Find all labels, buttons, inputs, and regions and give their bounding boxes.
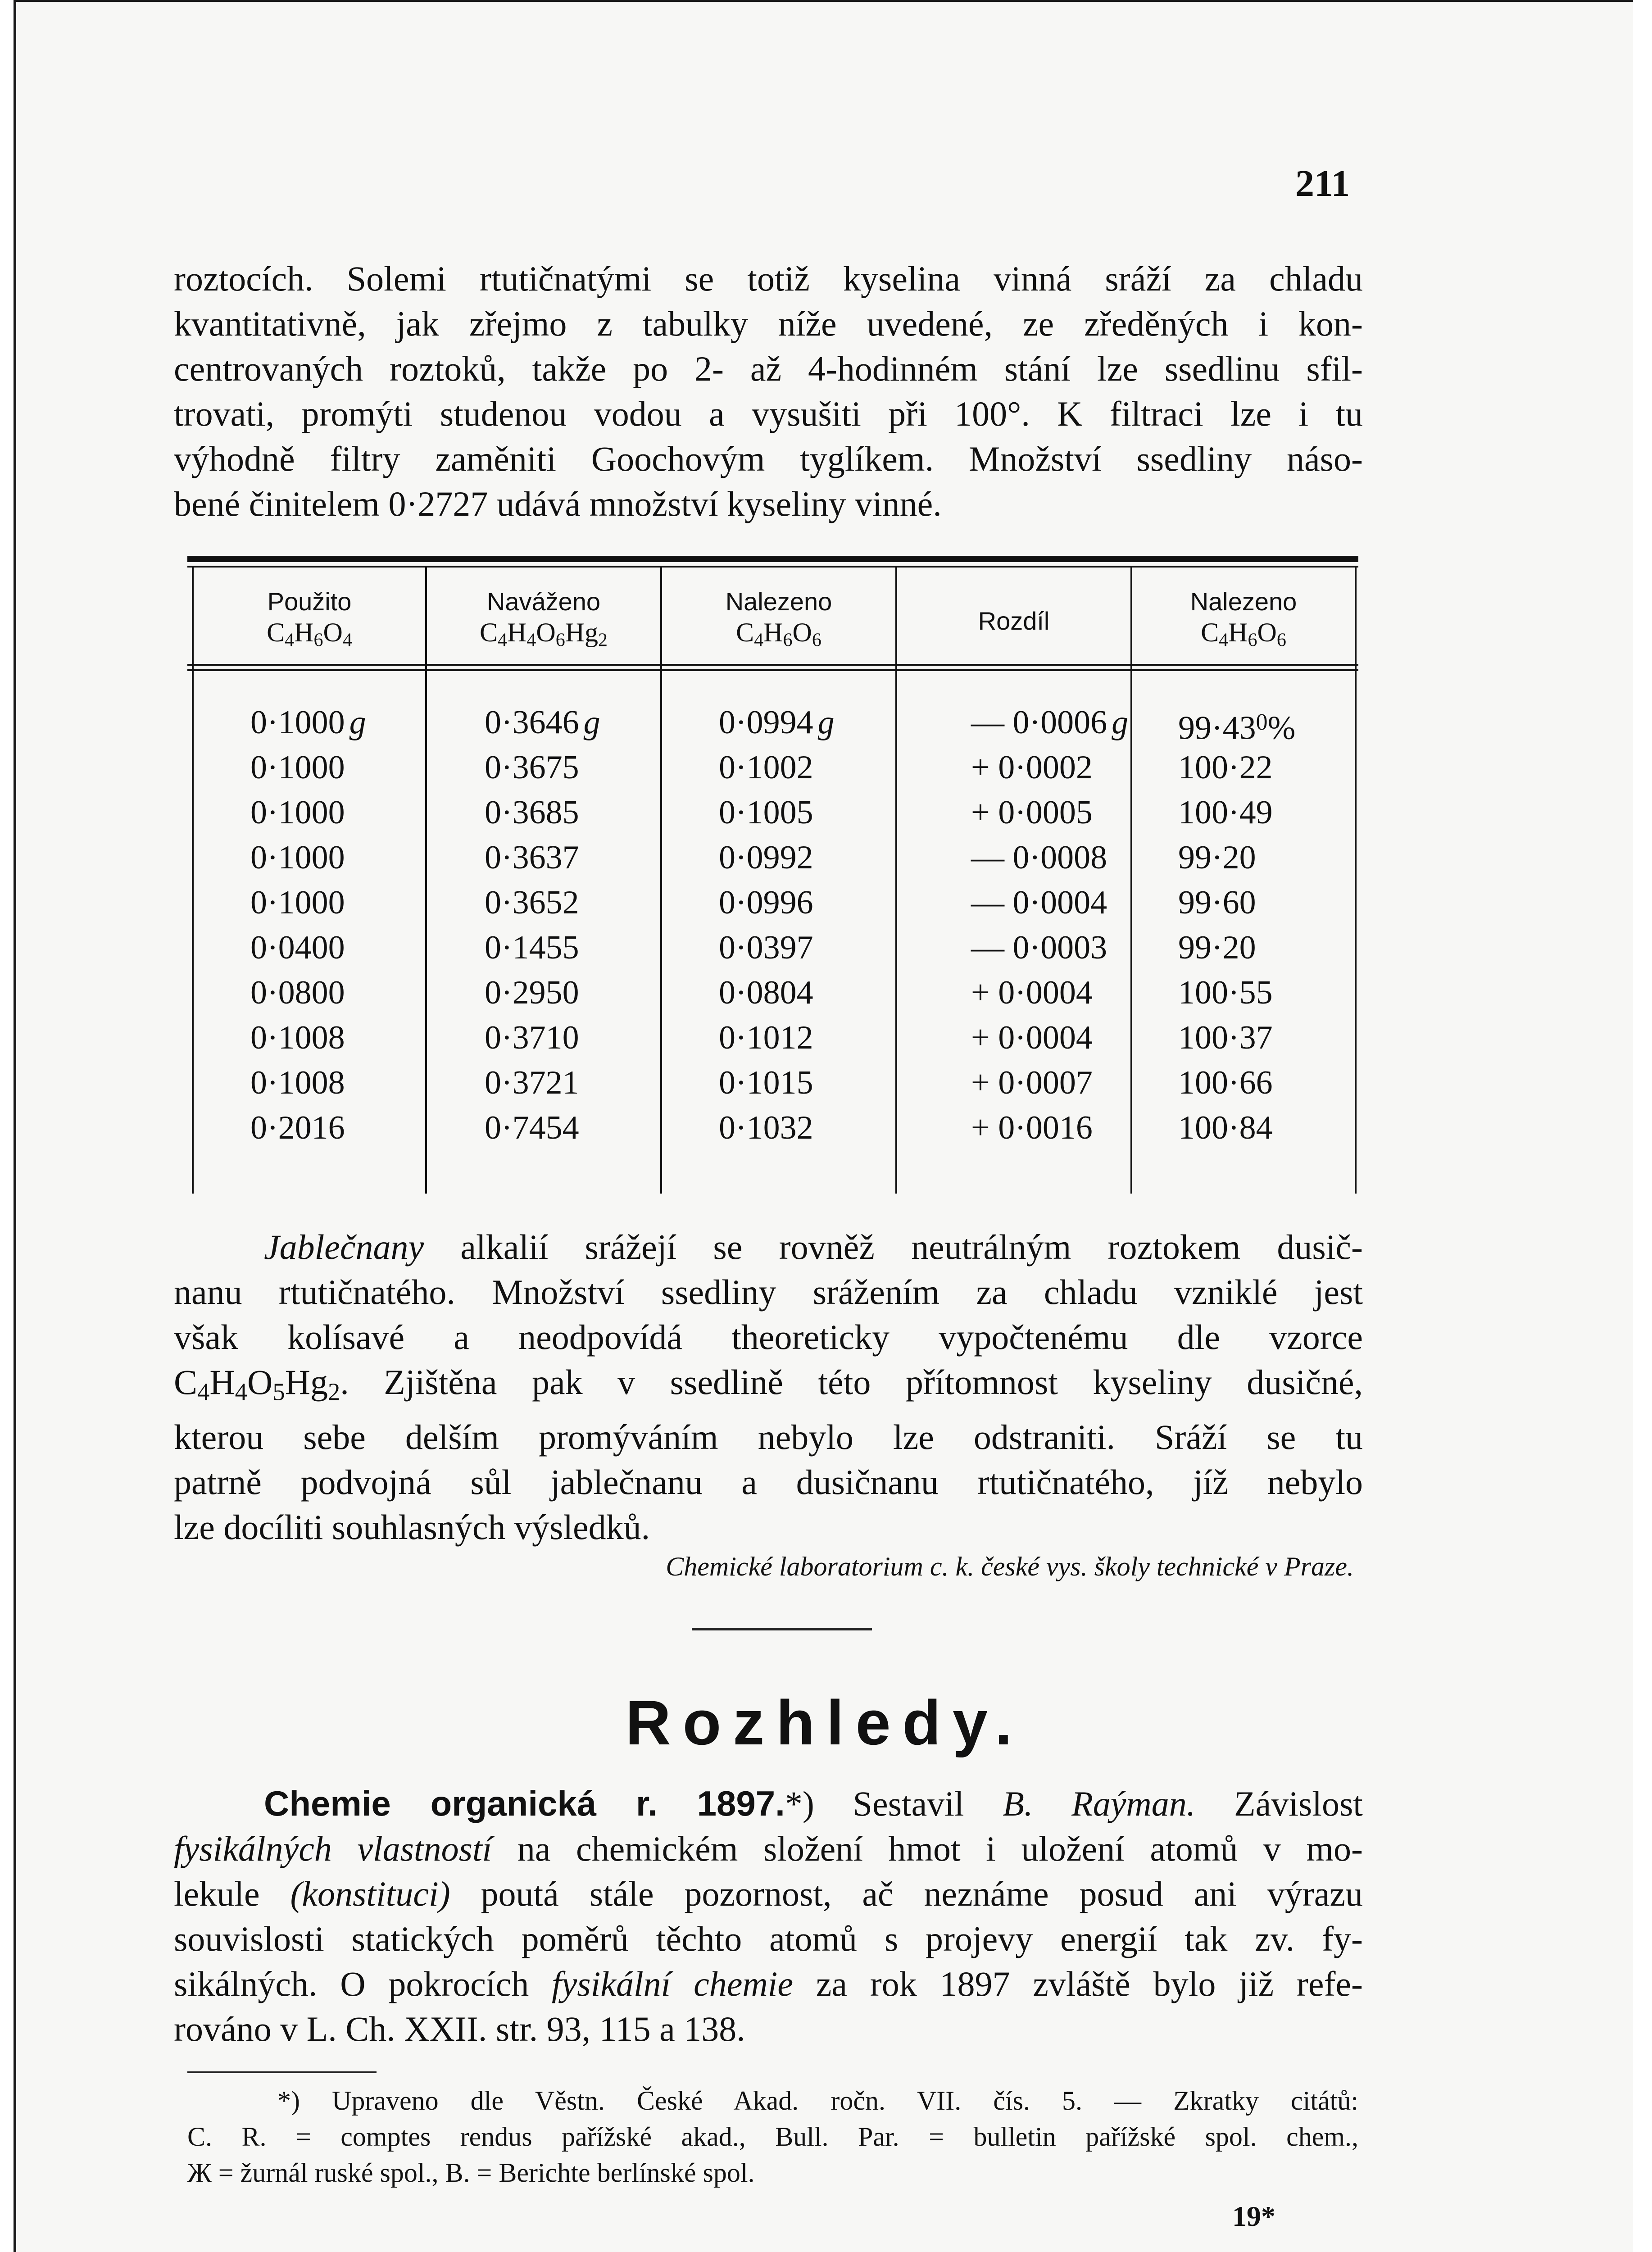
footnote — [187, 2083, 1358, 2191]
footnote-line: *) Upraveno dle Věstn. České Akad. ročn. VII. čís. 5. — Zkratky citátů: — [277, 2086, 1358, 2116]
text-line: centrovaných roztoků, takže po 2- až 4-hodinném stání lze ssedlinu sfil- — [174, 349, 1363, 388]
cell-nalezeno-pct: 100·55 — [1178, 974, 1273, 1011]
header-formula: $C_4H_4O_6Hg_2$ — [479, 617, 608, 651]
text-line: patrně podvojná sůl jablečnanu a dusičnanu rtutičnatého, jíž nebylo — [174, 1462, 1363, 1502]
table-header-rule-2 — [187, 669, 1358, 671]
cell-pouzito: 0·1000 — [250, 839, 345, 876]
cell-rozdil: + 0·0002 — [971, 749, 1093, 786]
cell-nalezeno: 0·0397 — [719, 929, 813, 966]
text-line: kvantitativně, jak zřejmo z tabulky níže uvedené, ze zředěných i kon- — [174, 304, 1363, 343]
header-label: Naváženo — [486, 587, 601, 616]
cell-nalezeno-pct: 100·22 — [1178, 749, 1273, 786]
page — [14, 0, 1633, 2252]
cell-nalezeno: 0·1032 — [719, 1109, 813, 1146]
cell-nalezeno: 0·0994 g — [719, 704, 835, 741]
header-label: Použito — [267, 587, 352, 616]
cell-nalezeno-pct: $99\cdot 43^0\%$ — [1178, 709, 1296, 747]
text-line: bené činitelem 0·2727 udává množství kyseliny vinné. — [174, 484, 942, 523]
cell-nalezeno: 0·0804 — [719, 974, 813, 1011]
footnote-rule — [187, 2071, 377, 2073]
cell-rozdil: — 0·0003 — [971, 929, 1107, 966]
text-line: lze docíliti souhlasných výsledků. — [174, 1507, 650, 1547]
cell-rozdil: + 0·0016 — [971, 1109, 1093, 1146]
intro-paragraph — [174, 256, 1363, 527]
header-formula: $C_4H_6O_6$ — [1201, 617, 1286, 651]
cell-rozdil: + 0·0004 — [971, 974, 1093, 1011]
laboratory-credit: Chemické laboratorium c. k. české vys. školy technické v Praze. — [666, 1552, 1354, 1581]
text-line: výhodně filtry zaměniti Goochovým tyglíkem. Množství ssedliny náso- — [174, 439, 1363, 478]
cell-nalezeno-pct: 100·37 — [1178, 1019, 1273, 1056]
text-line: lekule (konstituci) poutá stále pozornost, ač neznáme posud ani výrazu — [174, 1874, 1363, 1913]
cell-nalezeno: 0·1012 — [719, 1019, 813, 1056]
cell-navazeno: 0·2950 — [485, 974, 579, 1011]
cell-navazeno: 0·3652 — [485, 884, 579, 921]
text-line: $C_4H_4O_5Hg_2$. Zjištěna pak v ssedlině této přítomnost kyseliny dusičné, — [174, 1362, 1363, 1406]
text-line: roztocích. Solemi rtutičnatými se totiž kyselina vinná sráží za chladu — [174, 259, 1363, 298]
table-top-rule — [187, 556, 1358, 562]
header-nalezeno — [662, 583, 895, 659]
cell-nalezeno-pct: 100·84 — [1178, 1109, 1273, 1146]
cell-rozdil: — 0·0008 — [971, 839, 1107, 876]
table-header-rule — [187, 664, 1358, 666]
footnote-line: C. R. = comptes rendus pařížské akad., Bull. Par. = bulletin pařížské spol. chem., — [187, 2122, 1358, 2152]
cell-nalezeno: 0·1002 — [719, 749, 813, 786]
header-label: Nalezeno — [1190, 587, 1297, 616]
cell-rozdil: + 0·0007 — [971, 1064, 1093, 1101]
text-line: kterou sebe delším promýváním nebylo lze odstraniti. Sráží se tu — [174, 1417, 1363, 1457]
cell-nalezeno-pct: 99·20 — [1178, 839, 1256, 876]
cell-navazeno: 0·3721 — [485, 1064, 579, 1101]
cell-navazeno: 0·3685 — [485, 794, 579, 831]
cell-pouzito: 0·0400 — [250, 929, 345, 966]
cell-nalezeno-pct: 99·20 — [1178, 929, 1256, 966]
cell-nalezeno-pct: 99·60 — [1178, 884, 1256, 921]
text-line: souvislosti statických poměrů těchto atomů s projevy energií tak zv. fy- — [174, 1919, 1363, 1958]
header-formula: $C_4H_6O_6$ — [736, 617, 821, 651]
cell-navazeno: 0·1455 — [485, 929, 579, 966]
cell-navazeno: 0·3675 — [485, 749, 579, 786]
cell-pouzito: 0·1000 — [250, 749, 345, 786]
table-top-rule-thin — [187, 566, 1358, 568]
text-line: nanu rtutičnatého. Množství ssedliny srážením za chladu vzniklé jest — [174, 1272, 1363, 1312]
cell-nalezeno: 0·1015 — [719, 1064, 813, 1101]
signature-mark: 19* — [1232, 2200, 1275, 2232]
cell-rozdil: — 0·0006 g — [971, 704, 1129, 741]
table-column-divider — [1130, 568, 1132, 1194]
cell-nalezeno-pct: 100·49 — [1178, 794, 1273, 831]
header-label: Nalezeno — [725, 587, 832, 616]
cell-navazeno: 0·3710 — [485, 1019, 579, 1056]
cell-pouzito: 0·2016 — [250, 1109, 345, 1146]
table-column-divider — [895, 568, 897, 1194]
text-line: však kolísavé a neodpovídá theoreticky vypočtenému dle vzorce — [174, 1317, 1363, 1357]
cell-nalezeno-pct: 100·66 — [1178, 1064, 1273, 1101]
cell-nalezeno: 0·0992 — [719, 839, 813, 876]
section-divider — [692, 1628, 872, 1630]
text-line: trovati, promýti studenou vodou a vysušiti při 100°. K filtraci lze i tu — [174, 394, 1363, 433]
section-heading: Rozhledy. — [625, 1687, 1024, 1758]
cell-rozdil: + 0·0005 — [971, 794, 1093, 831]
rozhledy-paragraph — [174, 1781, 1363, 2052]
header-nalezeno-pct — [1132, 583, 1355, 659]
text-line: rováno v L. Ch. XXII. str. 93, 115 a 138. — [174, 2009, 745, 2048]
cell-pouzito: 0·1008 — [250, 1019, 345, 1056]
cell-nalezeno: 0·0996 — [719, 884, 813, 921]
text-line: fysikálných vlastností na chemickém složení hmot i uložení atomů v mo- — [174, 1829, 1363, 1868]
cell-navazeno: 0·3646 g — [485, 704, 600, 741]
page-number: 211 — [1295, 163, 1350, 204]
cell-pouzito: 0·1000 g — [250, 704, 366, 741]
cell-pouzito: 0·1008 — [250, 1064, 345, 1101]
footnote-line: Ж = žurnál ruské spol., B. = Berichte berlínské spol. — [187, 2158, 755, 2188]
cell-nalezeno: 0·1005 — [719, 794, 813, 831]
table-border-left — [192, 568, 194, 1194]
jablecnany-paragraph — [174, 1225, 1363, 1550]
cell-navazeno: 0·7454 — [485, 1109, 579, 1146]
cell-navazeno: 0·3637 — [485, 839, 579, 876]
cell-rozdil: + 0·0004 — [971, 1019, 1093, 1056]
header-navazeno — [427, 583, 660, 659]
cell-pouzito: 0·1000 — [250, 794, 345, 831]
text-line: Jablečnany alkalií srážejí se rovněž neutrálným roztokem dusič- — [264, 1227, 1363, 1267]
table-column-divider — [660, 568, 662, 1194]
cell-pouzito: 0·0800 — [250, 974, 345, 1011]
cell-pouzito: 0·1000 — [250, 884, 345, 921]
header-formula: $C_4H_6O_4$ — [267, 617, 352, 651]
text-line: sikálných. O pokrocích fysikální chemie za rok 1897 zvláště bylo již refe- — [174, 1964, 1363, 2003]
table-border-right — [1355, 568, 1357, 1194]
header-pouzito — [194, 583, 425, 659]
header-label: Rozdíl — [978, 607, 1050, 635]
header-rozdil — [897, 583, 1130, 659]
cell-rozdil: — 0·0004 — [971, 884, 1107, 921]
table-column-divider — [425, 568, 427, 1194]
text-line: Chemie organická r. 1897.*) Sestavil B. Raýman. Závislost — [264, 1784, 1363, 1823]
